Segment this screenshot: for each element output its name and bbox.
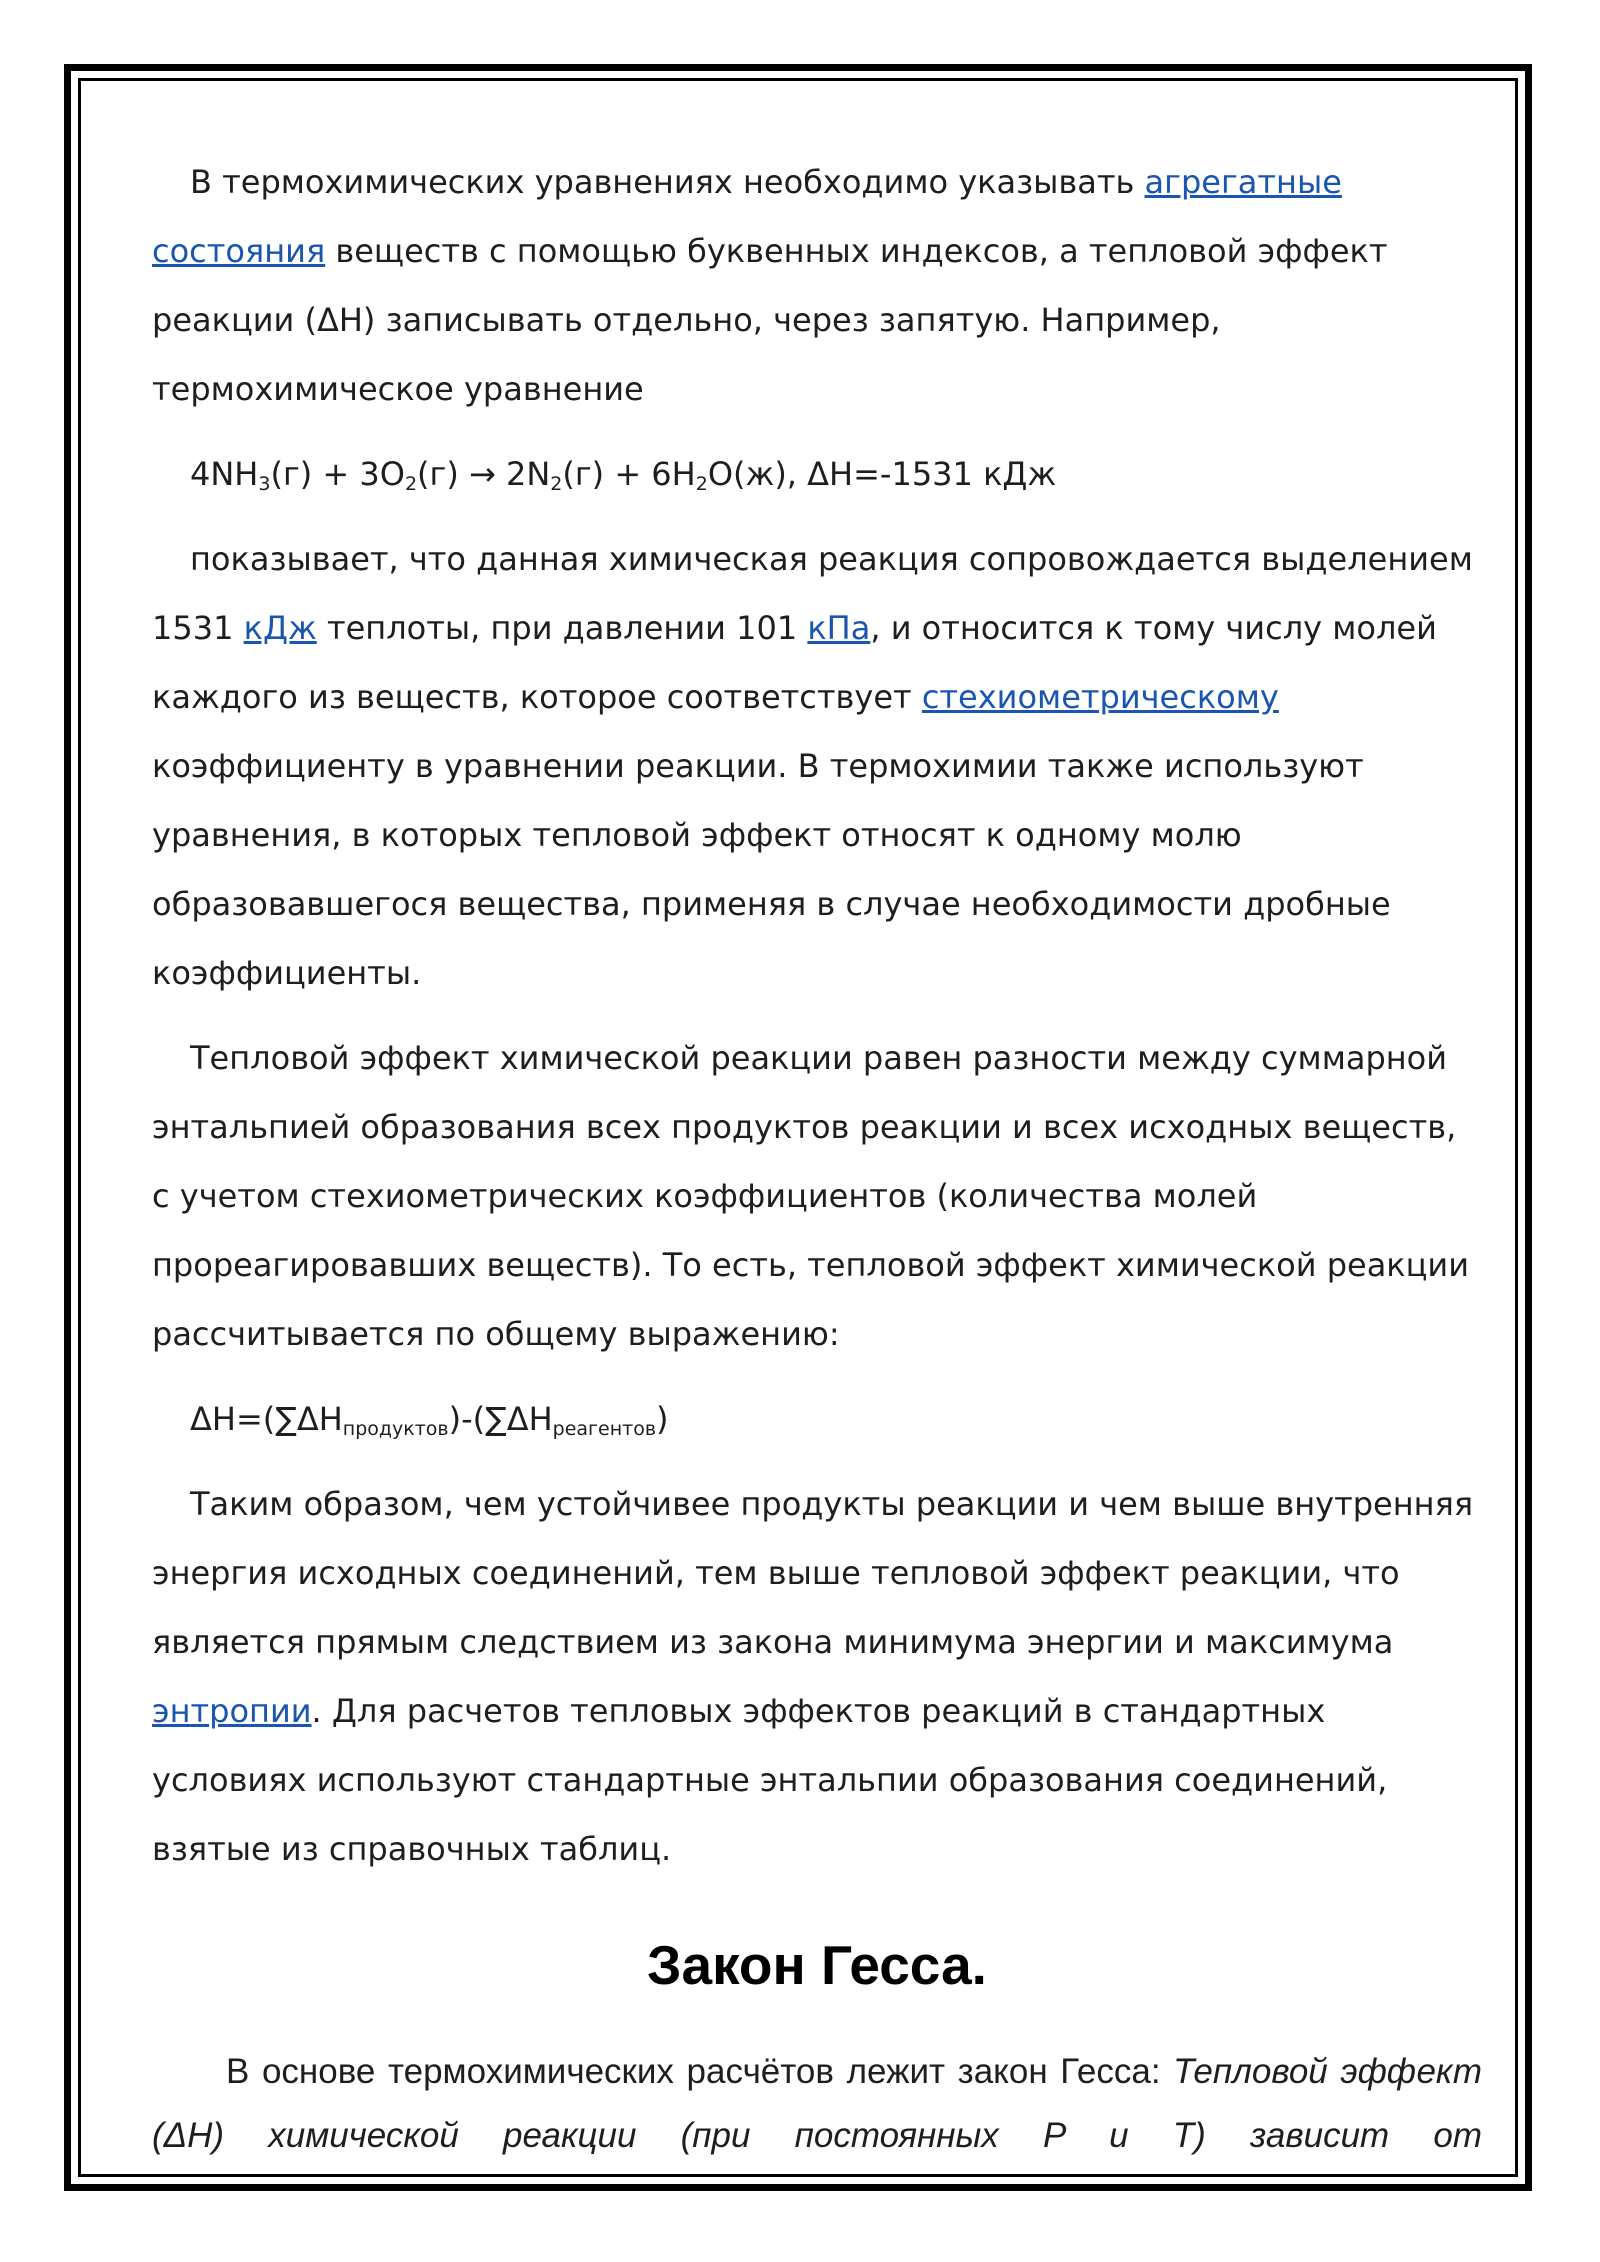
link-entropy[interactable]: энтропии (152, 1692, 312, 1730)
paragraph-thermochemical-equations (152, 148, 1482, 424)
subscript: 2 (404, 473, 418, 495)
equation-part: O(ж), ΔH=-1531 кДж (707, 455, 1057, 493)
subscript: 2 (550, 473, 563, 495)
equation-part: 4NH (190, 455, 259, 493)
text: коэффициенту в уравнении реакции. В термохимии также используют уравнения, в которых тепловой эффект относят к одному молю образовавшегося вещества, применяя в случае необходимости дробные коэффициенты. (152, 747, 1391, 992)
equation-heat-effect (152, 1385, 1482, 1454)
equation-part: (г) + 3O (270, 455, 405, 493)
link-kpa[interactable]: кПа (807, 609, 871, 647)
text: . Для расчетов тепловых эффектов реакций в стандартных условиях используют стандартные энтальпии образования соединений, взятые из справочных таблиц. (152, 1692, 1388, 1868)
paragraph-heat-effect-definition: Тепловой эффект химической реакции равен разности между суммарной энтальпией образования всех продуктов реакции и всех исходных веществ, с учетом стехиометрических коэффициентов (количества молей прореагировавших веществ). То есть, тепловой эффект химической реакции рассчитывается по общему выражению: (152, 1039, 1469, 1353)
paragraph-equation-meaning (152, 525, 1482, 1008)
text: веществ с помощью буквенных индексов, а тепловой эффект реакции (ΔH) записывать отдельно, через запятую. Например, термохимическое уравнение (152, 232, 1388, 408)
text: Таким образом, чем устойчивее продукты реакции и чем выше внутренняя энергия исходных соединений, тем выше тепловой эффект реакции, что является прямым следствием из закона минимума энергии и максимума (152, 1485, 1474, 1661)
text: теплоты, при давлении 101 (316, 609, 808, 647)
link-aggregate-states[interactable]: агрегатные состояния (152, 163, 1342, 270)
equation-ammonia-combustion (152, 440, 1482, 509)
text: показывает, что данная химическая реакция сопровождается выделением 1531 (152, 540, 1473, 647)
text: В термохимических уравнениях необходимо указывать (190, 163, 1145, 201)
equation-part: (г) + 6H (562, 455, 696, 493)
equation-part: ΔH=(∑ΔH (190, 1400, 343, 1438)
paragraph-conclusion (152, 1470, 1482, 1884)
equation-part: (г) → 2N (417, 455, 551, 493)
equation-part: )-(∑ΔH (448, 1400, 553, 1438)
link-kj[interactable]: кДж (243, 609, 317, 647)
subscript: 2 (695, 473, 708, 495)
paragraph-hess-law (152, 2040, 1482, 2168)
text: , и относится к тому числу молей каждого из веществ, которое соответствует (152, 609, 1437, 716)
italic-text: Тепловой эффект (ΔH) химической реакции (при постоянных P и T) зависит от (152, 2052, 1482, 2155)
equation-part: ) (656, 1400, 669, 1438)
text: В основе термохимических расчётов лежит закон Гесса: (226, 2052, 1174, 2091)
subscript: реагентов (552, 1418, 657, 1440)
subscript: продуктов (342, 1418, 449, 1440)
document-body (152, 148, 1482, 2168)
link-stoichiometric[interactable]: стехиометрическому (921, 678, 1279, 716)
section-heading-hess-law: Закон Гесса. (647, 1934, 987, 1996)
subscript: 3 (258, 473, 271, 495)
